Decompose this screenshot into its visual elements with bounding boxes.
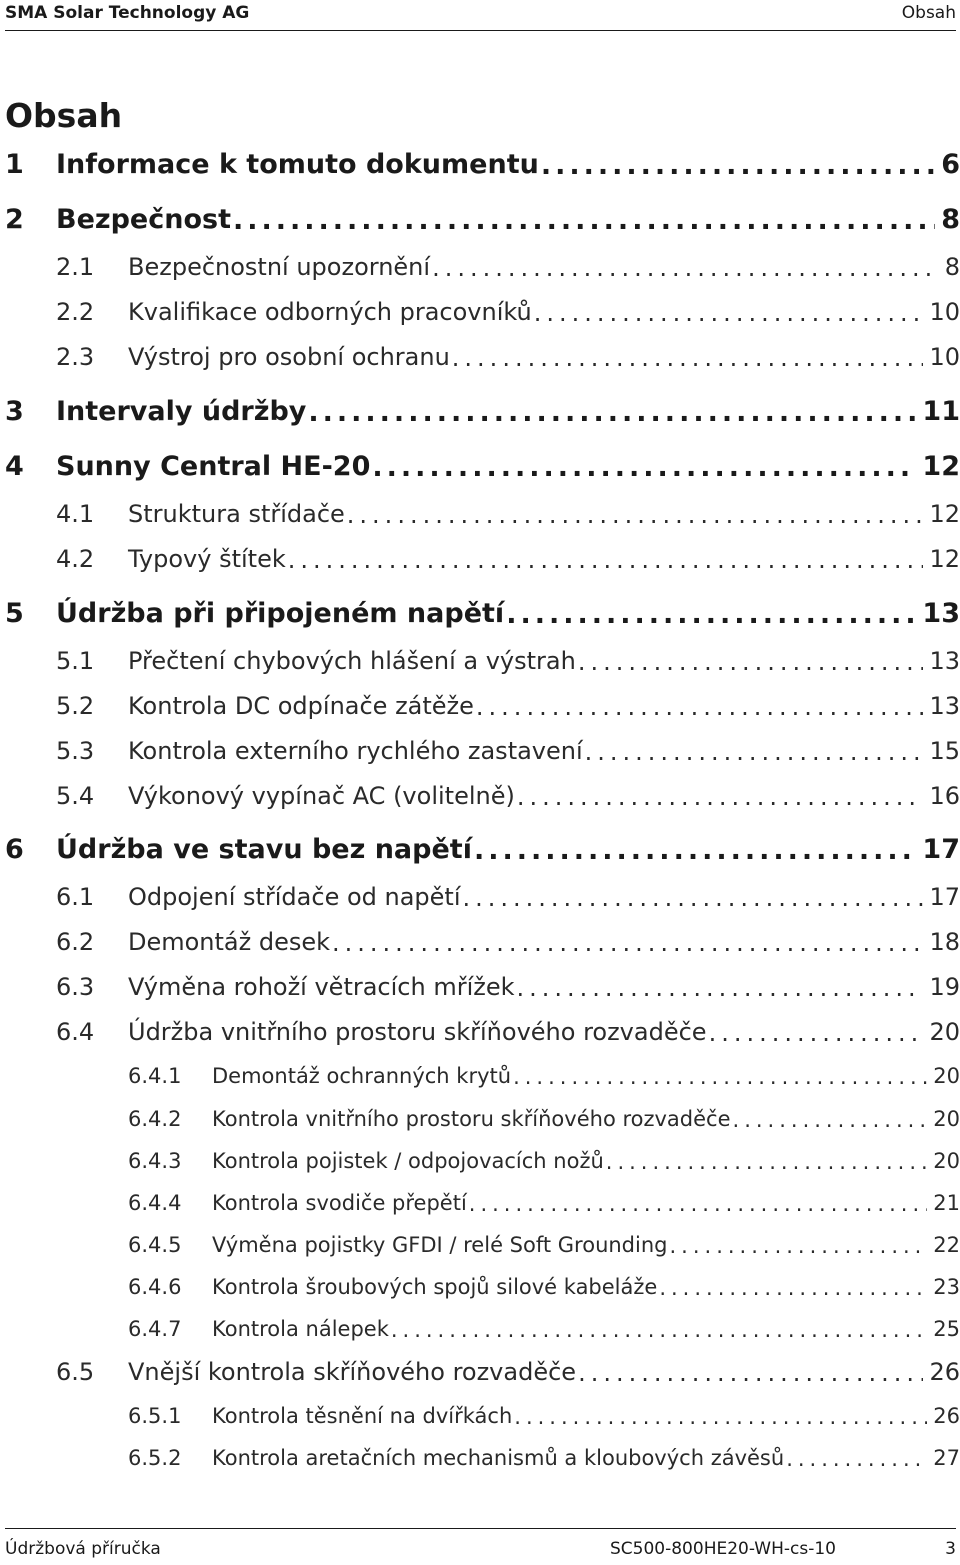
toc-dot-leader — [517, 977, 924, 1001]
toc-entry-2-2[interactable] — [5, 286, 960, 326]
toc-dot-leader — [578, 651, 924, 675]
toc-dot-leader — [578, 1362, 923, 1386]
toc-entry-title: Sunny Central HE-20 — [56, 451, 371, 482]
toc-entry-page: 22 — [933, 1233, 960, 1257]
toc-entry-title: Kontrola svodiče přepětí — [212, 1191, 467, 1215]
toc-entry-1[interactable] — [5, 140, 960, 180]
toc-dot-leader — [452, 347, 924, 371]
toc-entry-number: 6.5.1 — [128, 1404, 182, 1428]
toc-entry-title: Typový štítek — [128, 545, 286, 573]
toc-entry-number: 6.4.5 — [128, 1233, 182, 1257]
toc-dot-leader — [469, 1194, 927, 1215]
toc-dot-leader — [372, 454, 916, 482]
toc-entry-2-3[interactable] — [5, 331, 960, 371]
page-footer — [5, 1528, 956, 1565]
toc-entry-number: 6.4 — [56, 1018, 95, 1046]
toc-entry-6-5[interactable] — [5, 1346, 960, 1386]
toc-entry-page: 25 — [933, 1317, 960, 1341]
toc-dot-leader — [517, 786, 924, 810]
toc-entry-6-4-3[interactable] — [5, 1133, 960, 1173]
toc-entry-number: 1 — [5, 149, 24, 180]
toc-entry-number: 6.4.2 — [128, 1107, 182, 1131]
toc-dot-leader — [786, 1449, 927, 1470]
toc-dot-leader — [233, 207, 935, 235]
toc-entry-6-5-2[interactable] — [5, 1430, 960, 1470]
toc-entry-page: 21 — [933, 1191, 960, 1215]
toc-entry-number: 6.5 — [56, 1358, 95, 1386]
toc-entry-number: 5 — [5, 598, 24, 629]
toc-entry-title: Struktura střídače — [128, 500, 345, 528]
toc-entry-6-4[interactable] — [5, 1006, 960, 1046]
header-section-title: Obsah — [901, 3, 956, 23]
toc-dot-leader — [332, 932, 923, 956]
company-name: SMA Solar Technology AG — [5, 3, 250, 23]
toc-entry-6-1[interactable] — [5, 871, 960, 911]
toc-entry-title: Vnější kontrola skříňového rozvaděče — [128, 1358, 577, 1386]
toc-entry-page: 17 — [922, 834, 960, 865]
toc-entry-page: 12 — [929, 545, 960, 573]
toc-entry-page: 20 — [933, 1149, 960, 1173]
footer-document-type: Údržbová příručka — [5, 1539, 161, 1559]
toc-entry-number: 2 — [5, 204, 24, 235]
toc-entry-title: Výměna rohoží větracích mřížek — [128, 973, 515, 1001]
toc-entry-title: Kontrola pojistek / odpojovacích nožů — [212, 1149, 604, 1173]
toc-entry-page: 10 — [929, 343, 960, 371]
toc-dot-leader — [474, 837, 916, 865]
toc-entry-6-4-1[interactable] — [5, 1048, 960, 1088]
toc-dot-leader — [585, 741, 924, 765]
toc-entry-page: 10 — [929, 298, 960, 326]
toc-entry-6-4-6[interactable] — [5, 1259, 960, 1299]
toc-entry-number: 4 — [5, 451, 24, 482]
toc-entry-page: 20 — [929, 1018, 960, 1046]
toc-entry-6-4-5[interactable] — [5, 1217, 960, 1257]
toc-entry-number: 6.4.3 — [128, 1149, 182, 1173]
toc-entry-title: Bezpečnost — [56, 204, 231, 235]
toc-dot-leader — [288, 549, 924, 573]
toc-entry-6[interactable] — [5, 825, 960, 865]
toc-entry-page: 15 — [929, 737, 960, 765]
toc-entry-page: 13 — [929, 692, 960, 720]
toc-entry-number: 5.1 — [56, 647, 95, 675]
toc-entry-number: 6.3 — [56, 973, 95, 1001]
toc-entry-page: 18 — [929, 928, 960, 956]
toc-dot-leader — [476, 696, 924, 720]
toc-entry-page: 8 — [944, 253, 960, 281]
toc-entry-title: Demontáž desek — [128, 928, 331, 956]
toc-entry-number: 6.4.1 — [128, 1064, 182, 1088]
toc-entry-title: Demontáž ochranných krytů — [212, 1064, 512, 1088]
toc-entry-number: 6.4.6 — [128, 1275, 182, 1299]
toc-entry-title: Kontrola těsnění na dvířkách — [212, 1404, 513, 1428]
toc-entry-title: Kontrola nálepek — [212, 1317, 389, 1341]
toc-entry-4-2[interactable] — [5, 533, 960, 573]
toc-entry-page: 20 — [933, 1107, 960, 1131]
toc-dot-leader — [514, 1407, 927, 1428]
toc-entry-4[interactable] — [5, 442, 960, 482]
footer-page-number: 3 — [945, 1539, 956, 1559]
toc-dot-leader — [347, 504, 924, 528]
toc-dot-leader — [432, 257, 939, 281]
toc-entry-page: 6 — [941, 149, 960, 180]
toc-entry-title: Kontrola externího rychlého zastavení — [128, 737, 583, 765]
toc-entry-5-1[interactable] — [5, 635, 960, 675]
toc-entry-number: 6.4.4 — [128, 1191, 182, 1215]
toc-dot-leader — [541, 152, 935, 180]
toc-entry-5-2[interactable] — [5, 680, 960, 720]
toc-entry-number: 2.3 — [56, 343, 95, 371]
toc-entry-3[interactable] — [5, 387, 960, 427]
toc-entry-page: 17 — [929, 883, 960, 911]
toc-dot-leader — [308, 399, 916, 427]
toc-entry-title: Údržba při připojeném napětí — [56, 598, 505, 629]
toc-dot-leader — [391, 1320, 927, 1341]
toc-entry-page: 19 — [929, 973, 960, 1001]
toc-entry-number: 2.2 — [56, 298, 95, 326]
toc-dot-leader — [463, 887, 924, 911]
toc-entry-6-3[interactable] — [5, 961, 960, 1001]
toc-entry-2[interactable] — [5, 195, 960, 235]
toc-entry-title: Kontrola aretačních mechanismů a kloubových závěsů — [212, 1446, 785, 1470]
toc-entry-title: Výkonový vypínač AC (volitelně) — [128, 782, 515, 810]
toc-entry-4-1[interactable] — [5, 488, 960, 528]
page-title: Obsah — [5, 96, 123, 135]
footer-document-id: SC500-800HE20-WH-cs-10 — [610, 1539, 836, 1559]
toc-entry-page: 26 — [929, 1358, 960, 1386]
toc-entry-number: 5.2 — [56, 692, 95, 720]
toc-entry-number: 3 — [5, 396, 24, 427]
toc-entry-title: Kontrola vnitřního prostoru skříňového rozvaděče — [212, 1107, 731, 1131]
toc-entry-page: 13 — [929, 647, 960, 675]
toc-entry-page: 8 — [941, 204, 960, 235]
toc-entry-title: Odpojení střídače od napětí — [128, 883, 461, 911]
toc-entry-page: 27 — [933, 1446, 960, 1470]
toc-entry-number: 5.4 — [56, 782, 95, 810]
toc-entry-page: 11 — [922, 396, 960, 427]
toc-entry-number: 6.4.7 — [128, 1317, 182, 1341]
toc-entry-title: Výměna pojistky GFDI / relé Soft Grounding — [212, 1233, 668, 1257]
toc-entry-title: Informace k tomuto dokumentu — [56, 149, 539, 180]
toc-entry-number: 6.5.2 — [128, 1446, 182, 1470]
toc-entry-number: 2.1 — [56, 253, 95, 281]
toc-dot-leader — [670, 1236, 928, 1257]
toc-entry-5-3[interactable] — [5, 725, 960, 765]
toc-entry-5[interactable] — [5, 589, 960, 629]
toc-dot-leader — [606, 1152, 927, 1173]
toc-entry-page: 26 — [933, 1404, 960, 1428]
page-header — [5, 0, 956, 31]
toc-entry-6-5-1[interactable] — [5, 1388, 960, 1428]
toc-entry-page: 20 — [933, 1064, 960, 1088]
toc-entry-title: Údržba vnitřního prostoru skříňového rozvaděče — [128, 1018, 707, 1046]
toc-entry-6-4-2[interactable] — [5, 1091, 960, 1131]
toc-entry-title: Kontrola DC odpínače zátěže — [128, 692, 474, 720]
toc-entry-2-1[interactable] — [5, 241, 960, 281]
toc-entry-number: 4.2 — [56, 545, 95, 573]
toc-dot-leader — [513, 1067, 927, 1088]
toc-entry-title: Kontrola šroubových spojů silové kabeláže — [212, 1275, 658, 1299]
toc-entry-page: 23 — [933, 1275, 960, 1299]
toc-entry-5-4[interactable] — [5, 770, 960, 810]
toc-dot-leader — [709, 1022, 924, 1046]
toc-entry-title: Výstroj pro osobní ochranu — [128, 343, 450, 371]
toc-entry-number: 4.1 — [56, 500, 95, 528]
toc-dot-leader — [506, 601, 916, 629]
toc-entry-title: Intervaly údržby — [56, 396, 307, 427]
toc-entry-page: 12 — [922, 451, 960, 482]
toc-entry-number: 6.2 — [56, 928, 95, 956]
toc-entry-title: Přečtení chybových hlášení a výstrah — [128, 647, 576, 675]
toc-entry-6-4-4[interactable] — [5, 1175, 960, 1215]
toc-entry-page: 13 — [922, 598, 960, 629]
toc-entry-title: Kvalifikace odborných pracovníků — [128, 298, 532, 326]
toc-dot-leader — [733, 1110, 928, 1131]
toc-entry-title: Údržba ve stavu bez napětí — [56, 834, 472, 865]
toc-entry-page: 12 — [929, 500, 960, 528]
toc-entry-title: Bezpečnostní upozornění — [128, 253, 431, 281]
toc-dot-leader — [534, 302, 924, 326]
toc-entry-number: 6 — [5, 834, 24, 865]
toc-entry-number: 5.3 — [56, 737, 95, 765]
toc-entry-6-2[interactable] — [5, 916, 960, 956]
toc-entry-number: 6.1 — [56, 883, 95, 911]
toc-entry-page: 16 — [929, 782, 960, 810]
toc-entry-6-4-7[interactable] — [5, 1301, 960, 1341]
toc-dot-leader — [659, 1278, 927, 1299]
